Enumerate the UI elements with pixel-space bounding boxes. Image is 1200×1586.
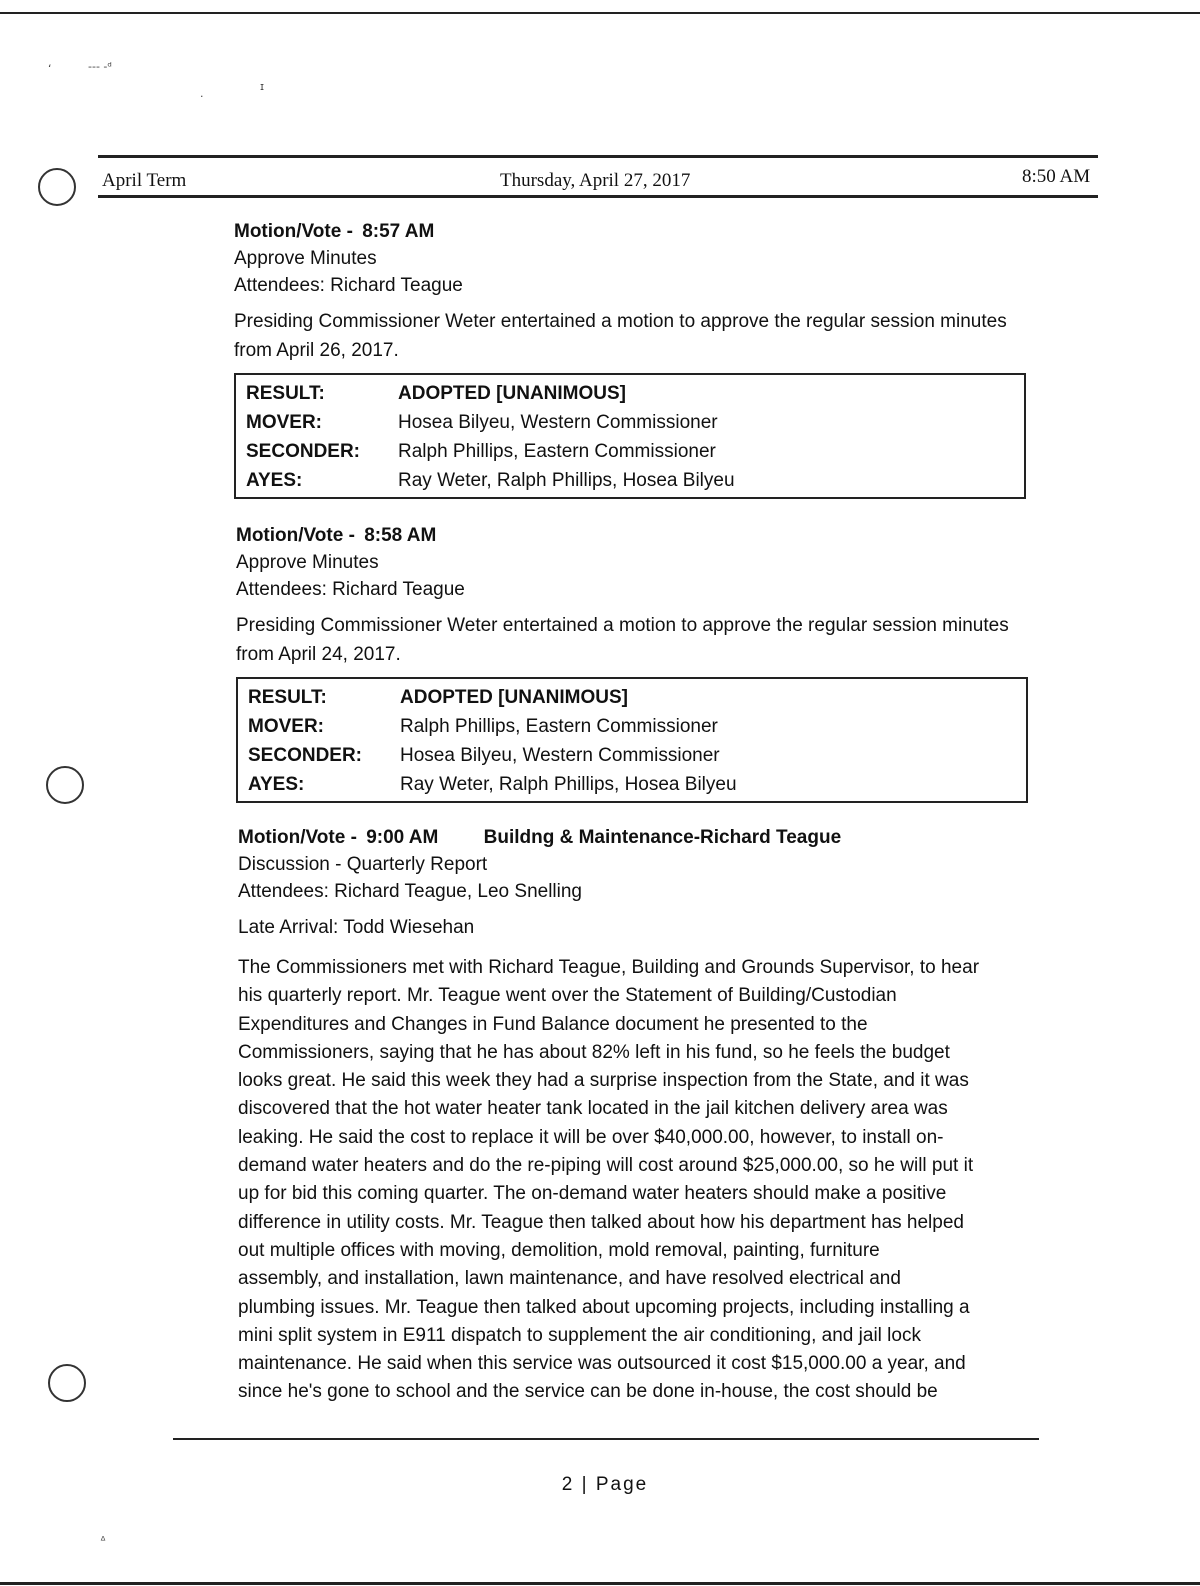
header-date: Thursday, April 27, 2017	[500, 170, 691, 191]
result-key: RESULT:	[246, 383, 325, 404]
seconder-key: SECONDER:	[246, 441, 361, 462]
motion-topic: Buildng & Maintenance-Richard Teague	[483, 827, 842, 848]
motion-subject: Approve Minutes	[234, 248, 377, 269]
result-row	[246, 379, 1014, 408]
motion-attendees: Attendees: Richard Teague	[234, 275, 463, 296]
body-line: The Commissioners met with Richard Teague, Building and Grounds Supervisor, to hear	[238, 957, 980, 978]
mover-key: MOVER:	[246, 412, 322, 433]
ayes-key: AYES:	[248, 774, 305, 795]
motion-time: 8:58 AM	[364, 525, 437, 546]
motion-subject: Approve Minutes	[236, 552, 379, 573]
body-line: his quarterly report. Mr. Teague went over the Statement of Building/Custodian	[238, 985, 897, 1007]
motion-text: Presiding Commissioner Weter entertained a motion to approve the regular session minutes from April 24, 2017.	[236, 615, 1009, 665]
motion-heading	[238, 824, 1038, 851]
result-value: ADOPTED [UNANIMOUS]	[398, 383, 626, 404]
ayes-row	[246, 466, 1014, 495]
motion-attendees: Attendees: Richard Teague	[236, 579, 465, 600]
body-line: up for bid this coming quarter. The on-demand water heaters should make a positive	[238, 1183, 947, 1205]
body-line: demand water heaters and do the re-piping will cost around $25,000.00, so he will put it	[238, 1155, 974, 1177]
ayes-key: AYES:	[246, 470, 303, 491]
seconder-key: SECONDER:	[248, 745, 363, 766]
mover-row	[246, 408, 1014, 437]
body-line: Expenditures and Changes in Fund Balance document he presented to the	[238, 1013, 868, 1035]
mover-key: MOVER:	[248, 716, 324, 737]
motion-label: Motion/Vote -	[236, 525, 355, 546]
body-line: leaking. He said the cost to replace it will be over $40,000.00, however, to install on-	[238, 1126, 944, 1148]
seconder-value: Ralph Phillips, Eastern Commissioner	[398, 441, 716, 462]
mover-value: Ralph Phillips, Eastern Commissioner	[400, 716, 718, 737]
scan-top-edge	[0, 12, 1200, 14]
page-number: 2 | Page	[561, 1474, 649, 1495]
result-row	[248, 683, 1016, 712]
header-term: April Term	[102, 170, 187, 191]
mover-value: Hosea Bilyeu, Western Commissioner	[398, 412, 718, 433]
body-line: plumbing issues. Mr. Teague then talked about upcoming projects, including installing a	[238, 1296, 970, 1318]
result-table	[234, 373, 1026, 499]
motion-label: Motion/Vote -	[234, 221, 353, 242]
body-line: out multiple offices with moving, demolition, mold removal, painting, furniture	[238, 1239, 880, 1261]
ayes-value: Ray Weter, Ralph Phillips, Hosea Bilyeu	[398, 470, 735, 491]
motion-attendees: Attendees: Richard Teague, Leo Snelling	[238, 881, 583, 902]
header-rule-top	[98, 155, 1098, 158]
motion-label: Motion/Vote -	[238, 827, 357, 848]
motion-block-2	[236, 522, 1036, 803]
seconder-row	[248, 741, 1016, 770]
scan-bottom-edge	[0, 1582, 1200, 1585]
body-line: since he's gone to school and the service can be done in-house, the cost should be	[238, 1381, 938, 1403]
body-line: looks great. He said this week they had a surprise inspection from the State, and it was	[238, 1070, 969, 1092]
ayes-value: Ray Weter, Ralph Phillips, Hosea Bilyeu	[400, 774, 737, 795]
body-line: discovered that the hot water heater tank located in the jail kitchen delivery area was	[238, 1098, 948, 1120]
motion-heading	[234, 218, 1034, 245]
result-table	[236, 677, 1028, 803]
motion-subject: Discussion - Quarterly Report	[238, 854, 488, 875]
late-arrival: Late Arrival: Todd Wiesehan	[238, 917, 475, 938]
seconder-value: Hosea Bilyeu, Western Commissioner	[400, 745, 720, 766]
motion-heading	[236, 522, 1036, 549]
body-line: difference in utility costs. Mr. Teague then talked about how his department has helped	[238, 1211, 964, 1233]
motion-time: 9:00 AM	[366, 827, 439, 848]
binder-hole-3	[48, 1364, 86, 1402]
body-line: maintenance. He said when this service was outsourced it cost $15,000.00 a year, and	[238, 1353, 966, 1375]
result-key: RESULT:	[248, 687, 327, 708]
quarterly-report-text	[238, 954, 1038, 1407]
body-line: mini split system in E911 dispatch to supplement the air conditioning, and jail lock	[238, 1324, 921, 1346]
binder-hole-2	[46, 766, 84, 804]
motion-block-3	[238, 824, 1038, 942]
ayes-row	[248, 770, 1016, 799]
body-line: Commissioners, saying that he has about 82% left in his fund, so he feels the budget	[238, 1041, 950, 1063]
motion-block-1	[234, 218, 1034, 499]
header-time: 8:50 AM	[1022, 166, 1091, 187]
binder-hole-1	[38, 168, 76, 206]
result-value: ADOPTED [UNANIMOUS]	[400, 687, 628, 708]
mover-row	[248, 712, 1016, 741]
motion-time: 8:57 AM	[362, 221, 435, 242]
seconder-row	[246, 437, 1014, 466]
footer-rule	[173, 1438, 1039, 1440]
body-line: assembly, and installation, lawn maintenance, and have resolved electrical and	[238, 1268, 901, 1290]
header-rule-bottom	[98, 195, 1098, 198]
motion-text: Presiding Commissioner Weter entertained a motion to approve the regular session minutes from April 26, 2017.	[234, 311, 1007, 361]
